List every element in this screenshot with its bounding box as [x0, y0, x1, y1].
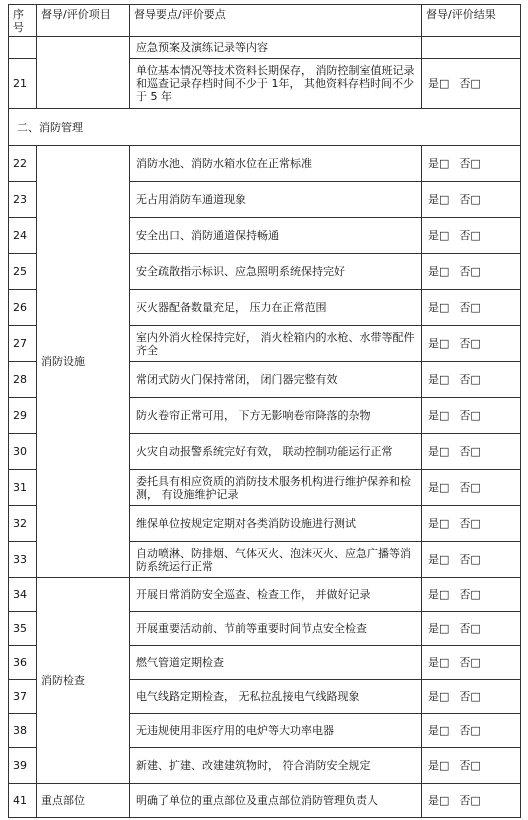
row-no: 21 [9, 59, 37, 109]
yes-checkbox[interactable]: 是□ [428, 724, 450, 737]
row-no: 39 [9, 748, 37, 784]
row-points: 单位基本情况等技术资料长期保存， 消防控制室值班记录和巡查记录存档时间不少于 1年， 其他资料存档时间不少于 5 年 [130, 59, 422, 109]
row-result [422, 326, 521, 362]
row-points: 防火卷帘正常可用， 下方无影响卷帘降落的杂物 [130, 398, 422, 434]
row-result [422, 59, 521, 109]
row-no: 33 [9, 542, 37, 578]
yes-checkbox[interactable]: 是□ [428, 265, 450, 278]
row-result [422, 542, 521, 578]
row-no: 30 [9, 434, 37, 470]
row-points: 常闭式防火门保持常闭， 闭门器完整有效 [130, 362, 422, 398]
header-points: 督导要点/评价要点 [130, 5, 422, 37]
no-checkbox[interactable]: 否□ [459, 656, 481, 669]
row-no: 34 [9, 578, 37, 612]
row-no: 32 [9, 506, 37, 542]
yes-checkbox[interactable]: 是□ [428, 193, 450, 206]
group-key-parts: 重点部位 [37, 784, 130, 818]
table-row [9, 784, 521, 818]
row-points: 自动喷淋、防排烟、气体灭火、泡沫灭火、应急广播等消防系统运行正常 [130, 542, 422, 578]
no-checkbox[interactable]: 否□ [459, 759, 481, 772]
no-checkbox[interactable]: 否□ [459, 724, 481, 737]
row-result [422, 218, 521, 254]
yes-checkbox[interactable]: 是□ [428, 517, 450, 530]
yes-checkbox[interactable]: 是□ [428, 794, 450, 807]
yes-checkbox[interactable]: 是□ [428, 157, 450, 170]
row-no: 31 [9, 470, 37, 506]
no-checkbox[interactable]: 否□ [459, 794, 481, 807]
row-no: 28 [9, 362, 37, 398]
row-result [422, 646, 521, 680]
yes-checkbox[interactable]: 是□ [428, 229, 450, 242]
no-checkbox[interactable]: 否□ [459, 553, 481, 566]
row-result [422, 784, 521, 818]
yes-checkbox[interactable]: 是□ [428, 409, 450, 422]
header-result: 督导/评价结果 [422, 5, 521, 37]
row-no: 24 [9, 218, 37, 254]
table-row [9, 578, 521, 612]
row-points: 火灾自动报警系统完好有效， 联动控制功能运行正常 [130, 434, 422, 470]
row-result [422, 506, 521, 542]
no-checkbox[interactable]: 否□ [459, 588, 481, 601]
row-points: 委托具有相应资质的消防技术服务机构进行维护保养和检测， 有设施维护记录 [130, 470, 422, 506]
table-header-row [9, 5, 521, 37]
row-points: 维保单位按规定定期对各类消防设施进行测试 [130, 506, 422, 542]
no-checkbox[interactable]: 否□ [459, 337, 481, 350]
no-checkbox[interactable]: 否□ [459, 373, 481, 386]
yes-checkbox[interactable]: 是□ [428, 553, 450, 566]
evaluation-table [8, 4, 521, 818]
yes-checkbox[interactable]: 是□ [428, 373, 450, 386]
yes-checkbox[interactable]: 是□ [428, 622, 450, 635]
row-result [422, 612, 521, 646]
no-checkbox[interactable]: 否□ [459, 481, 481, 494]
row-points: 安全出口、消防通道保持畅通 [130, 218, 422, 254]
row-points: 灭火器配备数量充足， 压力在正常范围 [130, 290, 422, 326]
yes-checkbox[interactable]: 是□ [428, 445, 450, 458]
row-points: 开展日常消防安全巡查、检查工作， 并做好记录 [130, 578, 422, 612]
group-facilities: 消防设施 [37, 146, 130, 578]
row-points: 开展重要活动前、节前等重要时间节点安全检查 [130, 612, 422, 646]
header-item: 督导/评价项目 [37, 5, 130, 37]
row-no: 35 [9, 612, 37, 646]
yes-checkbox[interactable]: 是□ [428, 337, 450, 350]
yes-checkbox[interactable]: 是□ [428, 759, 450, 772]
row-points: 室内外消火栓保持完好， 消火栓箱内的水枪、水带等配件齐全 [130, 326, 422, 362]
row-result [422, 714, 521, 748]
no-checkbox[interactable]: 否□ [459, 265, 481, 278]
section-title: 二、消防管理 [9, 109, 521, 146]
row-result [422, 290, 521, 326]
row-points: 安全疏散指示标识、应急照明系统保持完好 [130, 254, 422, 290]
no-checkbox[interactable]: 否□ [459, 409, 481, 422]
row-no: 37 [9, 680, 37, 714]
yes-checkbox[interactable]: 是□ [428, 301, 450, 314]
no-checkbox[interactable]: 否□ [459, 622, 481, 635]
row-points: 电气线路定期检查， 无私拉乱接电气线路现象 [130, 680, 422, 714]
yes-checkbox[interactable]: 是□ [428, 588, 450, 601]
row-result [422, 254, 521, 290]
row-no: 22 [9, 146, 37, 182]
table-row [9, 37, 521, 59]
row-result [422, 680, 521, 714]
row-result [422, 578, 521, 612]
row-result [422, 146, 521, 182]
group-inspection: 消防检查 [37, 578, 130, 784]
row-points: 应急预案及演练记录等内容 [130, 37, 422, 59]
no-checkbox[interactable]: 否□ [459, 229, 481, 242]
row-no: 38 [9, 714, 37, 748]
row-result [422, 434, 521, 470]
table-row [9, 146, 521, 182]
no-checkbox[interactable]: 否□ [459, 690, 481, 703]
row-points: 消防水池、消防水箱水位在正常标准 [130, 146, 422, 182]
row-no: 36 [9, 646, 37, 680]
row-no: 27 [9, 326, 37, 362]
yes-checkbox[interactable]: 是□ [428, 77, 450, 90]
no-checkbox[interactable]: 否□ [459, 193, 481, 206]
no-checkbox[interactable]: 否□ [459, 77, 481, 90]
no-checkbox[interactable]: 否□ [459, 517, 481, 530]
row-result [422, 362, 521, 398]
row-no: 41 [9, 784, 37, 818]
row-result [422, 182, 521, 218]
row-points: 燃气管道定期检查 [130, 646, 422, 680]
no-checkbox[interactable]: 否□ [459, 301, 481, 314]
row-result [422, 398, 521, 434]
row-result [422, 470, 521, 506]
no-checkbox[interactable]: 否□ [459, 157, 481, 170]
row-points: 无占用消防车通道现象 [130, 182, 422, 218]
yes-checkbox[interactable]: 是□ [428, 481, 450, 494]
no-checkbox[interactable]: 否□ [459, 445, 481, 458]
row-no: 26 [9, 290, 37, 326]
section-row [9, 109, 521, 146]
row-no: 25 [9, 254, 37, 290]
row-result [422, 748, 521, 784]
header-no: 序号 [9, 5, 37, 37]
yes-checkbox[interactable]: 是□ [428, 656, 450, 669]
row-points: 明确了单位的重点部位及重点部位消防管理负责人 [130, 784, 422, 818]
row-no: 23 [9, 182, 37, 218]
row-no: 29 [9, 398, 37, 434]
row-points: 无违规使用非医疗用的电炉等大功率电器 [130, 714, 422, 748]
yes-checkbox[interactable]: 是□ [428, 690, 450, 703]
row-points: 新建、扩建、改建建筑物时， 符合消防安全规定 [130, 748, 422, 784]
